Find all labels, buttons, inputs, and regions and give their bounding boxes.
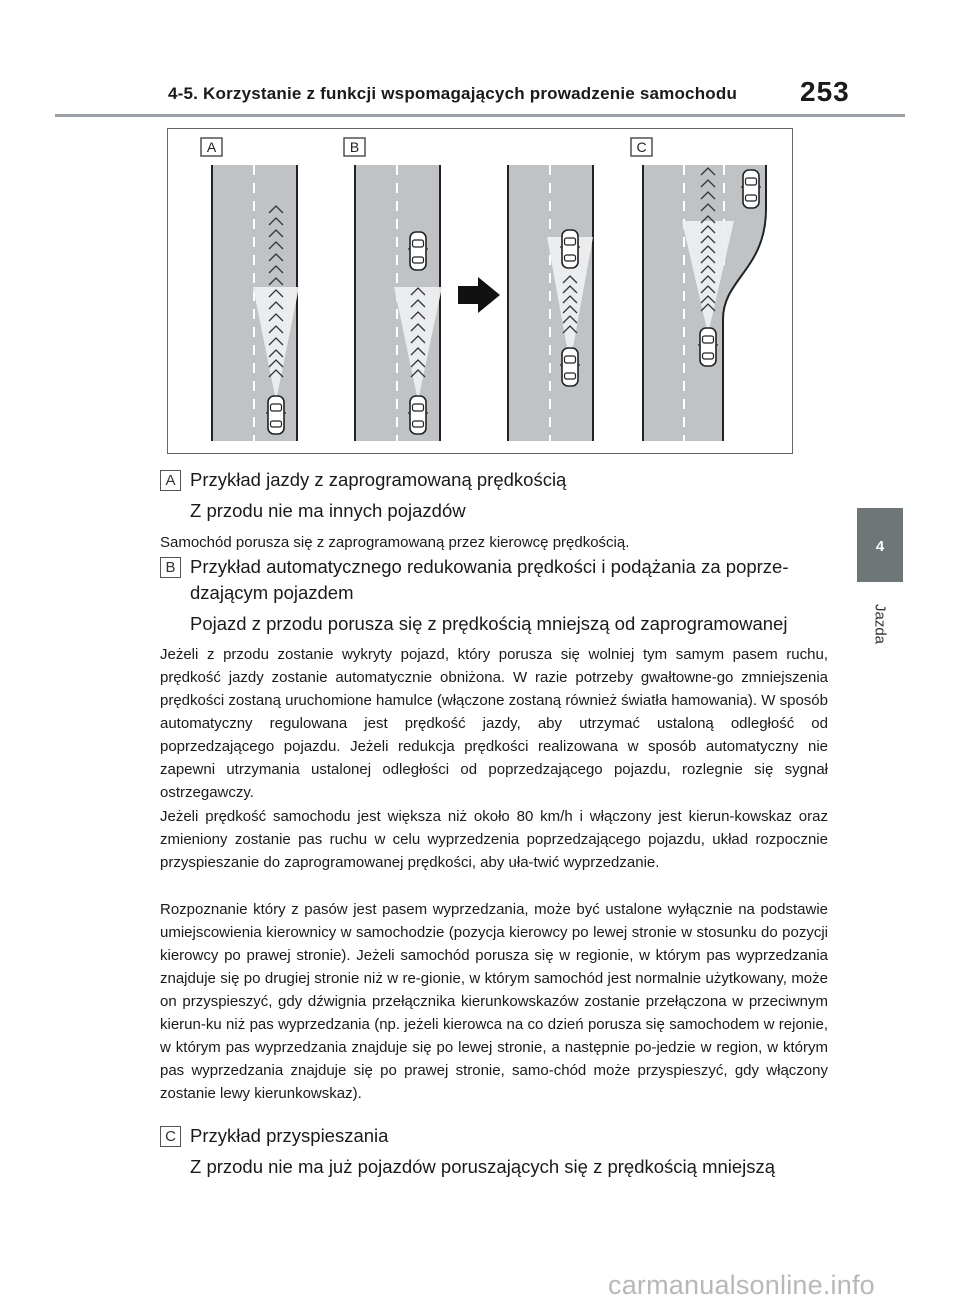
section-b-subtitle: Pojazd z przodu porusza się z prędkością mniejszą od zaprogramowanej <box>190 613 788 634</box>
own-car-b2 <box>560 348 580 386</box>
section-a-title: Przykład jazdy z zaprogramowaną prędkością <box>190 469 567 490</box>
section-label-a: A <box>160 470 181 491</box>
road-b <box>355 165 442 441</box>
svg-text:A: A <box>206 139 217 155</box>
section-c-title: Przykład przyspieszania <box>190 1125 389 1146</box>
svg-text:C: C <box>636 139 647 155</box>
svg-text:B: B <box>349 139 360 155</box>
road-c <box>643 165 766 441</box>
page-number: 253 <box>800 76 850 107</box>
scene-label-c <box>631 138 652 156</box>
scene-label-b <box>344 138 365 156</box>
cruise-control-figure <box>167 128 793 454</box>
road-b2 <box>508 165 593 441</box>
figure-illustration <box>168 129 794 455</box>
section-c-subtitle: Z przodu nie ma już pojazdów poruszających się z prędkością mniejszą <box>190 1156 776 1177</box>
scene-label-a <box>201 138 222 156</box>
section-a-paragraph: Samochód porusza się z zaprogramowaną przez kierowcę prędkością. <box>160 534 630 551</box>
lead-car-b2 <box>560 230 580 268</box>
header-divider <box>55 114 905 117</box>
section-a-subtitle: Z przodu nie ma innych pojazdów <box>190 500 466 521</box>
lead-car-b <box>408 232 428 270</box>
section-b-title-line1: Przykład automatycznego redukowania prędkości i podążania za poprze- <box>190 556 789 577</box>
overtaken-car-c <box>741 170 761 208</box>
section-b-title-line2: dzającym pojazdem <box>190 582 354 603</box>
own-car-c <box>698 328 718 366</box>
running-header-title: 4-5. Korzystanie z funkcji wspomagających prowadzenie samochodu <box>168 84 738 103</box>
chapter-side-label <box>872 594 888 654</box>
section-label-b: B <box>160 557 181 578</box>
section-b-paragraph-2: Jeżeli prędkość samochodu jest większa niż około 80 km/h i włączony jest kierun-kowskaz oraz zmieniony zostanie pas ruchu w celu wyprzedzenia poprzedzającego pojazdu, układ rozpocznie przyspieszanie do zaprogramowanej prędkości, aby uła-twić wyprzedzanie. <box>160 808 828 871</box>
watermark: carmanualsonline.info <box>608 1270 875 1300</box>
chapter-tab-number: 4 <box>875 538 885 555</box>
section-label-c: C <box>160 1126 181 1147</box>
road-a <box>212 165 299 441</box>
own-car-a <box>266 396 286 434</box>
chapter-side-label-text: Jazda <box>871 603 889 645</box>
own-car-b <box>408 396 428 434</box>
section-b-paragraph-1: Jeżeli z przodu zostanie wykryty pojazd, który porusza się wolniej tym samym pasem ruchu, prędkość jazdy zostanie automatycznie obniżona. W razie potrzeby gwałtowne-go zmniejszenia prędkości zostaną uruchomione hamulce (włączone zostaną również światła hamowania). W sposób automatyczny regulowana jest prędkość jazdy, aby utrzymać ustaloną odległość od poprzedzającego pojazdu. Jeżeli redukcja prędkości realizowana w sposób automatyczny nie zapewni utrzymania ustalonej odległości od poprzedzającego pojazdu, rozlegnie się sygnał ostrzegawczy. <box>160 646 828 801</box>
section-b-paragraph-3: Rozpoznanie który z pasów jest pasem wyprzedzania, może być ustalone wyłącznie na podstawie umiejscowienia kierownicy w samochodzie (pozycja kierowcy po lewej stronie w stosunku do pozycji kierowcy po prawej stronie). Jeżeli samochód porusza się w regionie, w którym pas wyprzedzania znajduje się po drugiej stronie niż w re-gionie, w którym samochód jest normalnie użytkowany, może on przyspieszyć, gdy dźwignia przełącznika kierunkowskazów zostanie przełączona w przeciwnym kierun-ku niż pas wyprzedzania (np. jeżeli kierowca na co dzień porusza się samochodem w rejonie, w którym pas wyprzedzania znajduje się po lewej stronie, a następnie po-jedzie w region, w którym pas wyprzedzania znajduje się po prawej stronie, samo-chód może przyspieszyć, gdy włączony zostanie lewy kierunkowskaz). <box>160 901 828 1102</box>
transition-arrow <box>458 277 500 313</box>
chapter-tab[interactable] <box>857 508 903 582</box>
